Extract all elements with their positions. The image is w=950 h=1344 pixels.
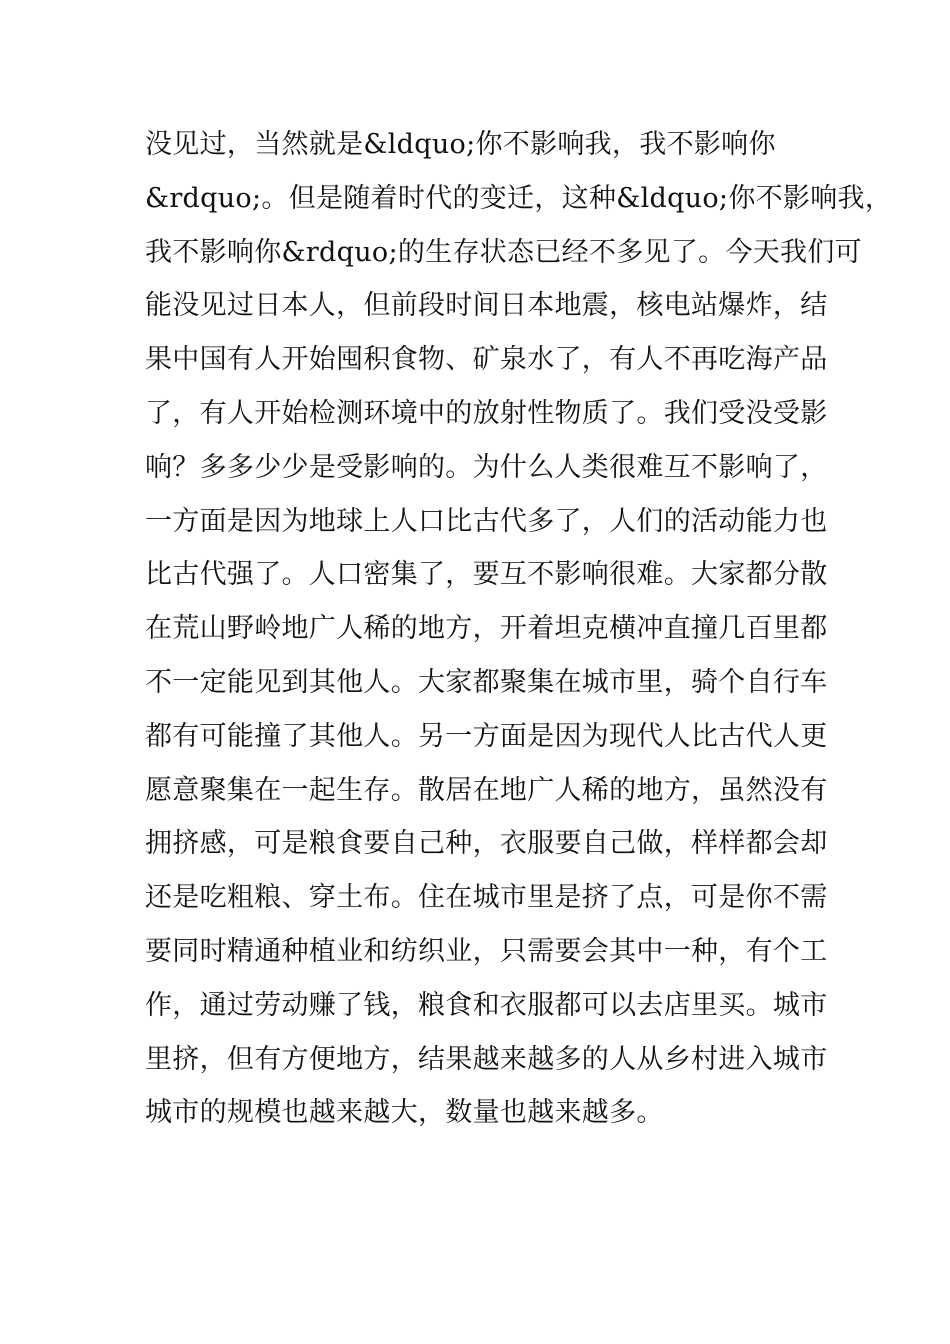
text-line: 能没见过日本人，但前段时间日本地震，核电站爆炸，结	[145, 290, 828, 322]
text-line: 响？多多少少是受影响的。为什么人类很难互不影响了，	[145, 451, 828, 483]
text-line: 不一定能见到其他人。大家都聚集在城市里，骑个自行车	[145, 666, 828, 698]
text-line: 城市的规模也越来越大，数量也越来越多。	[145, 1097, 664, 1129]
text-line: 都有可能撞了其他人。另一方面是因为现代人比古代人更	[145, 720, 828, 752]
text-line: 在荒山野岭地广人稀的地方，开着坦克横冲直撞几百里都	[145, 613, 828, 645]
text-line: 比古代强了。人口密集了，要互不影响很难。大家都分散	[145, 559, 828, 591]
text-line: 我不影响你&rdquo;的生存状态已经不多见了。今天我们可	[145, 236, 862, 268]
text-line: 要同时精通种植业和纺织业，只需要会其中一种，有个工	[145, 935, 828, 967]
text-line: 还是吃粗粮、穿土布。住在城市里是挤了点，可是你不需	[145, 882, 828, 914]
body-paragraph	[145, 118, 893, 1140]
text-line: 愿意聚集在一起生存。散居在地广人稀的地方，虽然没有	[145, 774, 828, 806]
text-line: 里挤，但有方便地方，结果越来越多的人从乡村进入城市	[145, 1043, 828, 1075]
text-line: 拥挤感，可是粮食要自己种，衣服要自己做，样样都会却	[145, 828, 828, 860]
text-line: 作，通过劳动赚了钱，粮食和衣服都可以去店里买。城市	[145, 989, 828, 1021]
text-line: 果中国有人开始囤积食物、矿泉水了，有人不再吃海产品	[145, 344, 828, 376]
text-line: 了，有人开始检测环境中的放射性物质了。我们受没受影	[145, 397, 828, 429]
text-line: 没见过，当然就是&ldquo;你不影响我，我不影响你	[145, 129, 776, 160]
text-line: 一方面是因为地球上人口比古代多了，人们的活动能力也	[145, 505, 828, 537]
text-line: &rdquo;。但是随着时代的变迁，这种&ldquo;你不影响我，	[145, 182, 893, 214]
